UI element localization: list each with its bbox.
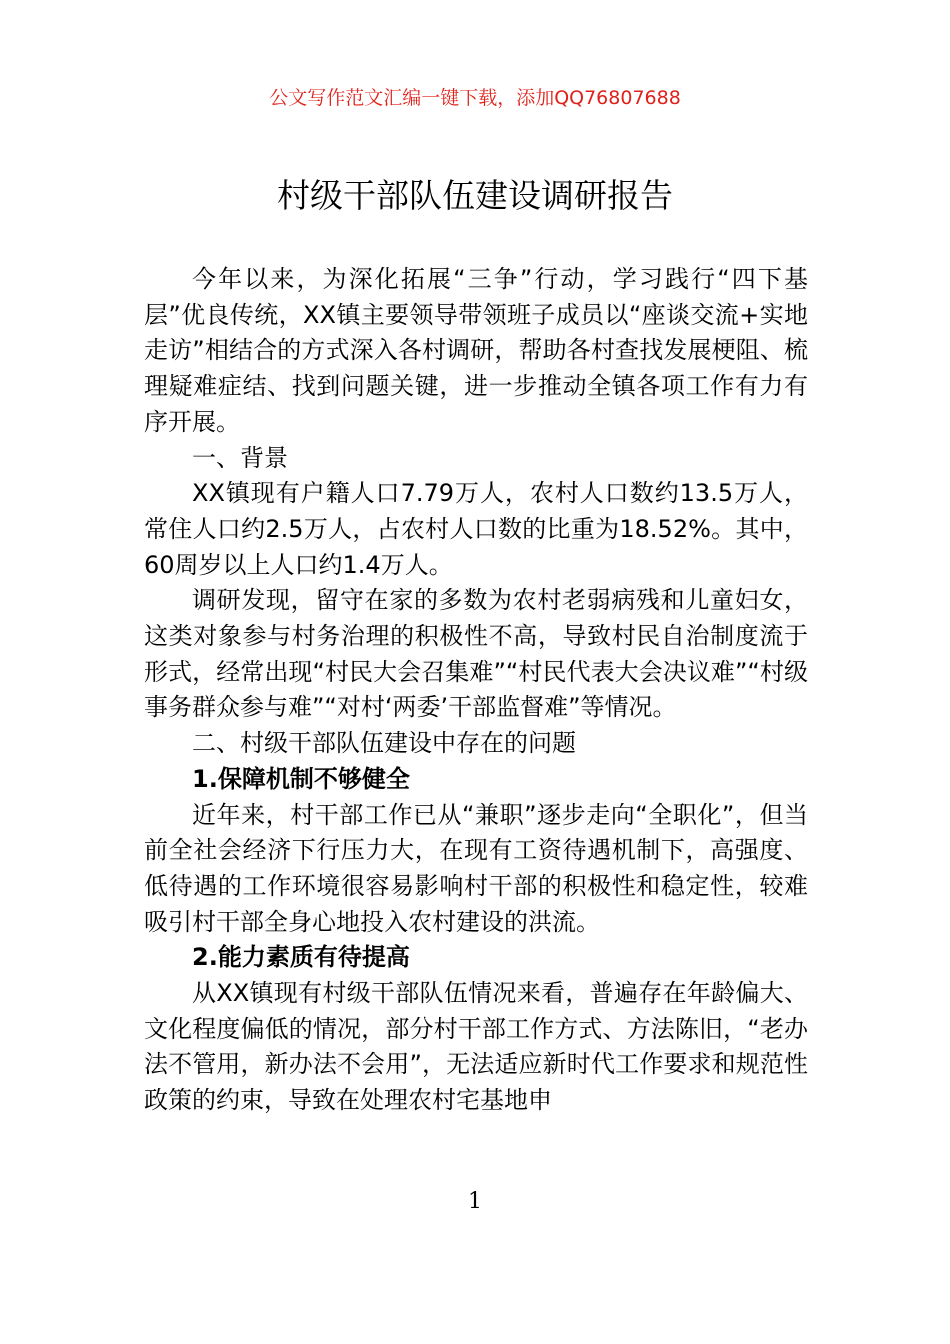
background-paragraph-findings: 调研发现，留守在家的多数为农村老弱病残和儿童妇女，这类对象参与村务治理的积极性不高，导致村民自治制度流于形式，经常出现“村民大会召集难”“村民代表大会决议难”“村级事务群众参与难”“对村‘两委’干部监督难”等情况。 xyxy=(144,586,808,722)
subheading-guarantee-mechanism: 1.保障机制不够健全 xyxy=(192,764,410,793)
intro-paragraph: 今年以来，为深化拓展“三争”行动，学习践行“四下基层”优良传统，XX镇主要领导带领班子成员以“座谈交流+实地走访”相结合的方式深入各村调研，帮助各村查找发展梗阻、梳理疑难症结、找到问题关键，进一步推动全镇各项工作有力有序开展。 xyxy=(144,265,808,436)
document-body xyxy=(144,262,808,1119)
guarantee-mechanism-paragraph: 近年来，村干部工作已从“兼职”逐步走向“全职化”，但当前全社会经济下行压力大，在现有工资待遇机制下，高强度、低待遇的工作环境很容易影响村干部的积极性和稳定性，较难吸引村干部全身心地投入农村建设的洪流。 xyxy=(144,800,808,936)
subheading-ability-quality: 2.能力素质有待提高 xyxy=(192,943,410,972)
section-heading-problems: 二、村级干部队伍建设中存在的问题 xyxy=(192,729,576,758)
header-download-note: 公文写作范文汇编一键下载，添加QQ76807688 xyxy=(269,87,681,109)
ability-quality-paragraph: 从XX镇现有村级干部队伍情况来看，普遍存在年龄偏大、文化程度偏低的情况，部分村干部工作方式、方法陈旧，“老办法不管用，新办法不会用”，无法适应新时代工作要求和规范性政策的约束，导致在处理农村宅基地申 xyxy=(144,979,808,1115)
page-number: 1 xyxy=(468,1189,482,1214)
section-heading-background: 一、背景 xyxy=(192,443,288,472)
background-paragraph-population: XX镇现有户籍人口7.79万人，农村人口数约13.5万人，常住人口约2.5万人，占农村人口数的比重为18.52%。其中，60周岁以上人口约1.4万人。 xyxy=(144,479,808,579)
document-title: 村级干部队伍建设调研报告 xyxy=(277,176,673,215)
